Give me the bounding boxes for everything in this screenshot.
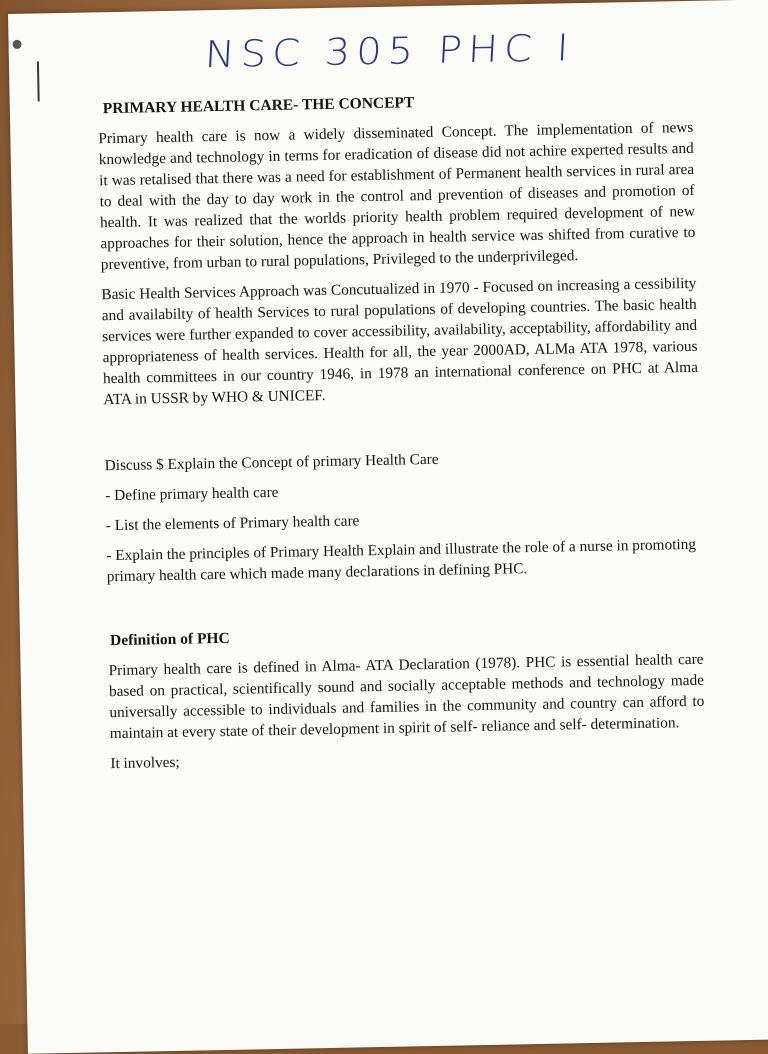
margin-pen-mark — [37, 61, 40, 101]
punch-hole — [12, 40, 21, 49]
question-item-define: - Define primary health care — [105, 483, 279, 505]
section-heading-concept: PRIMARY HEALTH CARE- THE CONCEPT — [102, 94, 415, 118]
section-heading-definition: Definition of PHC — [109, 629, 230, 650]
definition-paragraph: Primary health care is defined in Alma- ATA Declaration (1978). PHC is essential health care based on practical, scientifically sound and socially acceptable methods and technology made universally accessible to individuals and families in the community and country can afford to maintain at every state of their development in spirit of self- reliance and self- determination. — [108, 650, 705, 743]
handwritten-course-title: NSC 305 PHC I — [203, 26, 576, 77]
question-item-list-elements: - List the elements of Primary health care — [105, 512, 360, 535]
concept-paragraph-2: Basic Health Services Approach was Concutualized in 1970 - Focused on increasing a cessibility and availabilty of health Services to rural populations of developing countries. The basic health services were further expanded to cover accessibility, availability, acceptability, affordability and appropriateness of health services. Health for all, the year 2000AD, ALMa ATA 1978, various health committees in our country 1946, in 1978 an international conference on PHC at Alma ATA in USSR by WHO & UNICEF. — [101, 274, 699, 409]
document-page — [8, 0, 768, 1054]
document-body — [98, 87, 706, 783]
concept-paragraph-1: Primary health care is now a widely disseminated Concept. The implementation of news knowledge and technology in terms for eradication of disease did not achire experted results and it was retalised that there was a need for establishment of Permanent health services in rural area to deal with the day to day work in the control and prevention of diseases and promotion of health. It was realized that the worlds priority health problem required development of new approaches for their solution, hence the approach in health service was shifted from curative to preventive, from urban to rural populations, Privileged to the underprivileged. — [98, 118, 696, 274]
questions-intro: Discuss $ Explain the Concept of primary Health Care — [104, 450, 439, 475]
question-item-principles: - Explain the principles of Primary Health Explain and illustrate the role of a nurse in promoting primary health care which made many declarations in defining PHC. — [106, 535, 697, 586]
involves-line: It involves; — [110, 753, 180, 773]
